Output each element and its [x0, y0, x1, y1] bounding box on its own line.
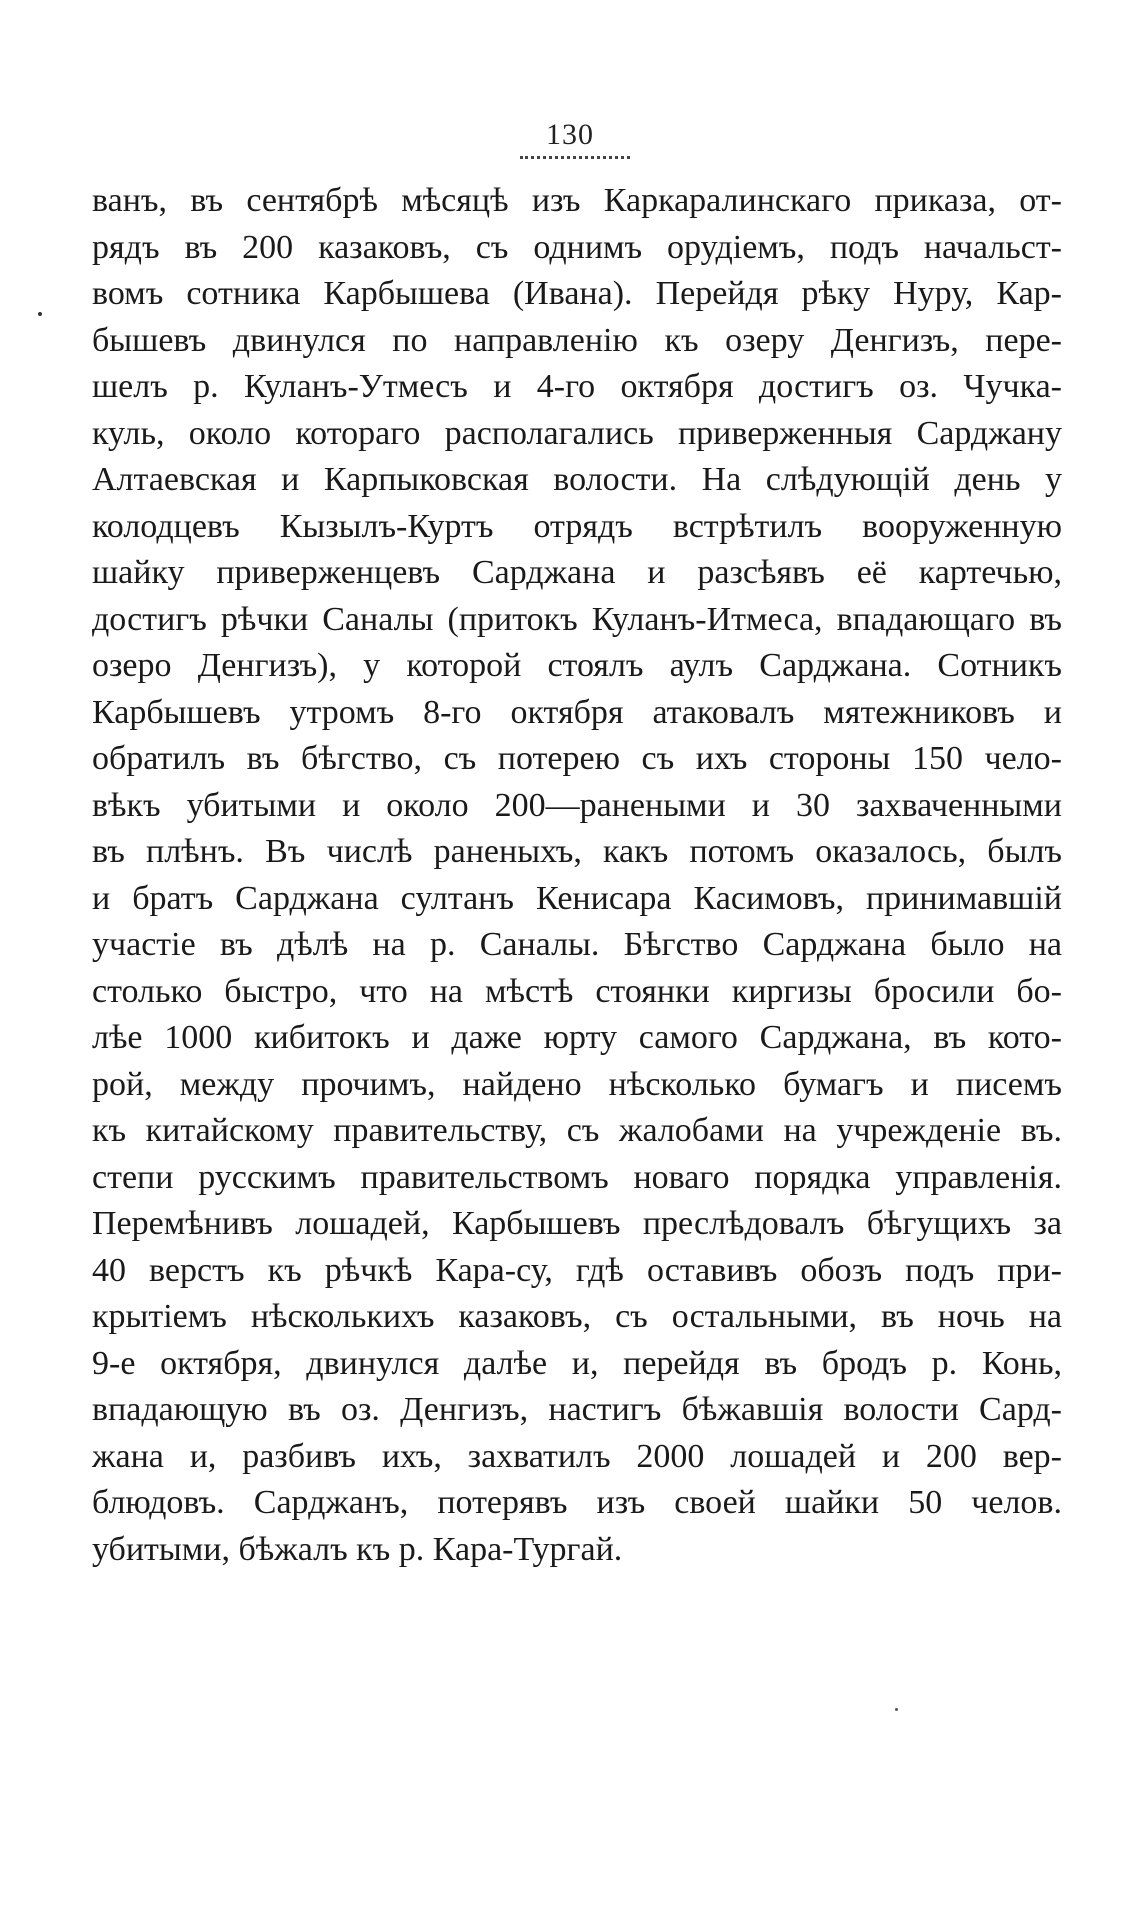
- text-line: и братъ Сарджана султанъ Кенисара Касимовъ, принимавшій: [92, 879, 1062, 917]
- text-line: рой, между прочимъ, найдено нѣсколько бумагъ и писемъ: [92, 1065, 1062, 1103]
- text-line: вомъ сотника Карбышева (Ивана). Перейдя рѣку Нуру, Кар-: [92, 275, 1062, 312]
- text-line-last: убитыми, бѣжалъ къ р. Кара-Тургай.: [92, 1530, 623, 1568]
- text-line: шайку приверженцевъ Сарджана и разсѣявъ её картечью,: [92, 554, 1062, 591]
- text-line: ванъ, въ сентябрѣ мѣсяцѣ изъ Каркаралинскаго приказа, от-: [92, 182, 1062, 219]
- text-line: къ китайскому правительству, съ жалобами на учрежденіе въ.: [92, 1112, 1062, 1149]
- text-line: 9-е октября, двинулся далѣе и, перейдя въ бродъ р. Конь,: [92, 1344, 1062, 1382]
- text-line: озеро Денгизъ), у которой стоялъ аулъ Сарджана. Сотникъ: [92, 647, 1062, 684]
- page-number-rule: [520, 156, 630, 159]
- text-line: участіе въ дѣлѣ на р. Саналы. Бѣгство Сарджана было на: [92, 926, 1062, 963]
- text-line: лѣе 1000 кибитокъ и даже юрту самого Сарджана, въ кото-: [92, 1019, 1062, 1056]
- body-text: [92, 178, 1062, 1573]
- text-line: впадающую въ оз. Денгизъ, настигъ бѣжавшія волости Сард-: [92, 1391, 1062, 1428]
- stray-print-mark: [895, 1708, 898, 1711]
- text-line: бышевъ двинулся по направленію къ озеру Денгизъ, пере-: [92, 321, 1062, 359]
- text-line: Перемѣнивъ лошадей, Карбышевъ преслѣдовалъ бѣгущихъ за: [92, 1205, 1062, 1242]
- text-line: степи русскимъ правительствомъ новаго порядка управленія.: [92, 1158, 1062, 1196]
- text-line: достигъ рѣчки Саналы (притокъ Куланъ-Итмеса, впадающаго въ: [92, 600, 1062, 638]
- text-line: рядъ въ 200 казаковъ, съ однимъ орудіемъ, подъ начальст-: [92, 228, 1062, 266]
- text-line: 40 верстъ къ рѣчкѣ Кара-су, гдѣ оставивъ обозъ подъ при-: [92, 1251, 1062, 1289]
- text-line: колодцевъ Кызылъ-Куртъ отрядъ встрѣтилъ вооруженную: [92, 507, 1062, 545]
- text-line: обратилъ въ бѣгство, съ потерею съ ихъ стороны 150 чело-: [92, 740, 1062, 777]
- text-line: блюдовъ. Сарджанъ, потерявъ изъ своей шайки 50 челов.: [92, 1484, 1062, 1521]
- text-line: столько быстро, что на мѣстѣ стоянки киргизы бросили бо-: [92, 972, 1062, 1010]
- text-line: крытіемъ нѣсколькихъ казаковъ, съ остальными, въ ночь на: [92, 1298, 1062, 1335]
- margin-mark: [38, 312, 42, 316]
- text-line: куль, около котораго располагались приверженныя Сарджану: [92, 414, 1062, 452]
- text-line: въ плѣнъ. Въ числѣ раненыхъ, какъ потомъ оказалось, былъ: [92, 833, 1062, 870]
- page-number: 130: [546, 118, 594, 151]
- text-line: вѣкъ убитыми и около 200—ранеными и 30 захваченными: [92, 786, 1062, 824]
- text-line: жана и, разбивъ ихъ, захватилъ 2000 лошадей и 200 вер-: [92, 1437, 1062, 1475]
- text-line: Алтаевская и Карпыковская волости. На слѣдующій день у: [92, 461, 1062, 498]
- text-line: Карбышевъ утромъ 8-го октября атаковалъ мятежниковъ и: [92, 693, 1062, 731]
- text-line: шелъ р. Куланъ-Утмесъ и 4-го октября достигъ оз. Чучка-: [92, 368, 1062, 405]
